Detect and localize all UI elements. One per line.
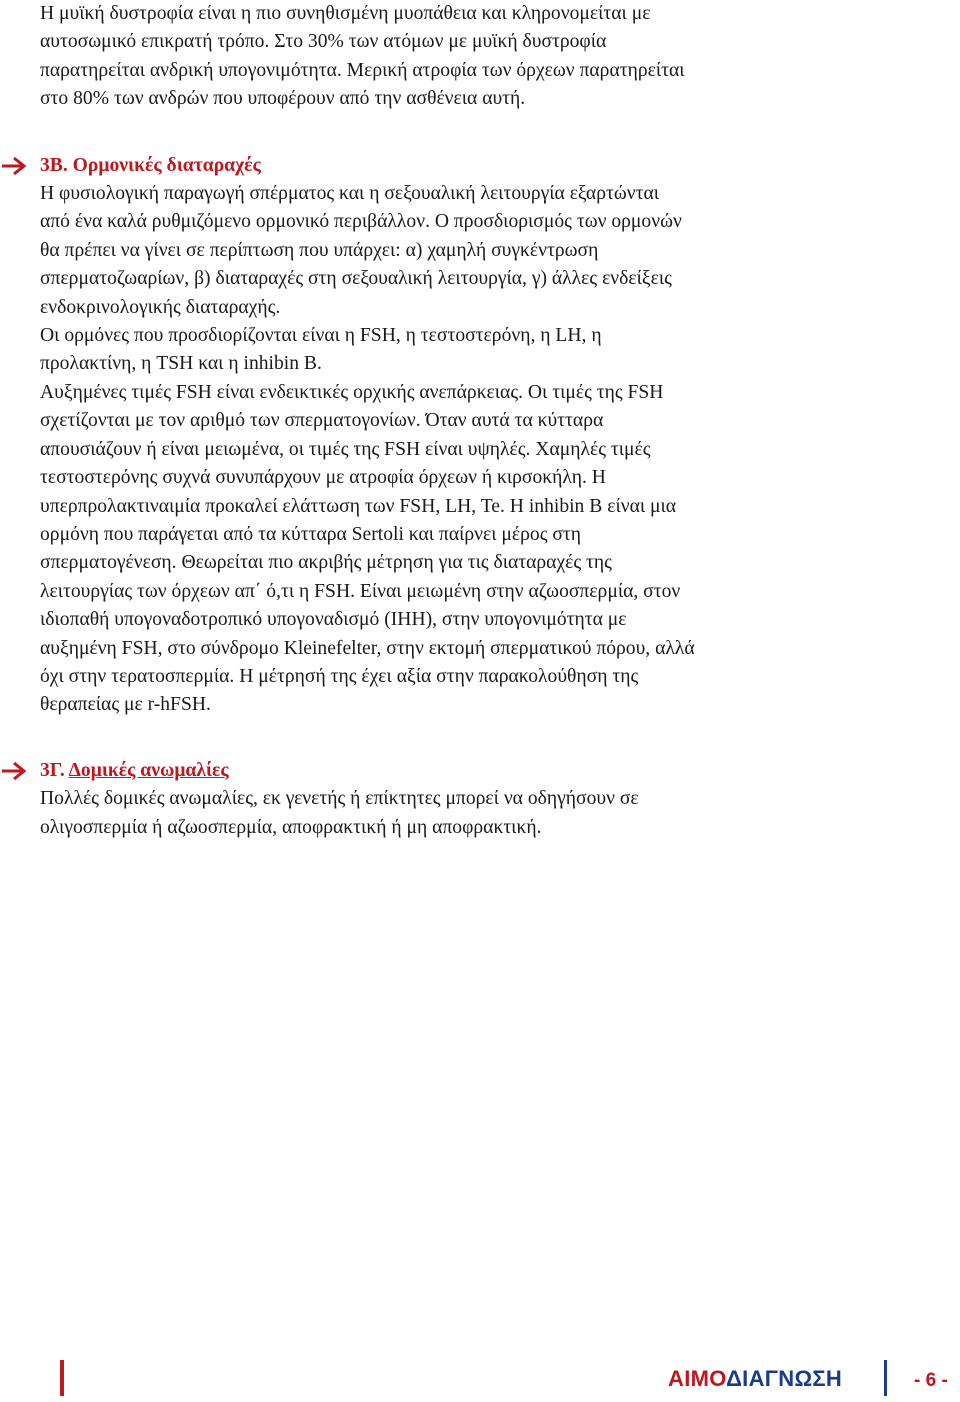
section-3b-paragraph-3: Αυξημένες τιμές FSH είναι ενδεικτικές ορχικής ανεπάρκειας. Οι τιμές της FSH σχετίζονται με τον αριθμό των σπερματογονίων. Όταν αυτά τα κύτταρα απουσιάζουν ή είναι μειωμένα, οι τιμές της FSH είναι υψηλές. Χαμηλές τιμές τεστοστερόνης συχνά συνυπάρχουν με ατροφία όρχεων ή κιρσοκήλη. Η υπερπρολακτιναιμία προκαλεί ελάττωση των FSH, LH, Te. Η inhibin B είναι μια ορμόνη που παράγεται από τα κύτταρα Sertoli και παίρνει μέρος στη σπερματογένεση. Θεωρείται πιο ακριβής μέτρηση για τις διαταραχές της λειτουργίας των όρχεων απ΄ ό,τι η FSH. Είναι μειωμένη στην αζωοσπερμία, στον ιδιοπαθή υπογοναδοτροπικό υπογοναδισμό (IHH), στην υπογονιμότητα με αυξημένη FSH, στο σύνδρομο Kleinefelter, στην εκτομή σπερματικού πόρου, αλλά όχι στην τερατοσπερμία. Η μέτρησή της έχει αξία στην παρακολούθηση της θεραπείας με r-hFSH. [40, 381, 695, 716]
intro-paragraph: Η μυϊκή δυστροφία είναι η πιο συνηθισμένη μυοπάθεια και κληρονομείται με αυτοσωμικό επικρατή τρόπο. Στο 30% των ατόμων με μυϊκή δυστροφία παρατηρείται ανδρική υπογονιμότητα. Μερική ατροφία των όρχεων παρατηρείται στο 80% των ανδρών που υποφέρουν από την ασθένεια αυτή. [40, 3, 685, 110]
brand-logo [668, 1366, 842, 1392]
document-content [40, 0, 920, 842]
page-number: - 6 - [914, 1370, 948, 1391]
brand-part-1: ΑΙΜΟ [668, 1366, 727, 1391]
section-3c-paragraph-1: Πολλές δομικές ανωμαλίες, εκ γενετής ή επίκτητες μπορεί να οδηγήσουν σε ολιγοσπερμία ή αζωοσπερμία, αποφρακτική ή μη αποφρακτική. [40, 788, 639, 838]
section-3c-number: 3Γ. [40, 759, 65, 781]
footer-right-divider [884, 1360, 887, 1396]
section-3b-heading [40, 152, 920, 180]
right-arrow-icon [0, 758, 30, 784]
section-3c-title: Δομικές ανωμαλίες [68, 759, 229, 781]
footer-left-divider [60, 1360, 64, 1396]
section-3c-heading [40, 757, 920, 785]
section-3b-paragraph-1: Η φυσιολογική παραγωγή σπέρματος και η σεξουαλική λειτουργία εξαρτώνται από ένα καλά ρυθμιζόμενο ορμονικό περιβάλλον. Ο προσδιορισμός των ορμονών θα πρέπει να γίνει σε περίπτωση που υπάρχει: α) χαμηλή συγκέντρωση σπερματοζωαρίων, β) διαταραχές στη σεξουαλική λειτουργία, γ) άλλες ενδείξεις ενδοκρινολογικής διαταραχής. [40, 183, 682, 318]
section-3b-paragraph-2: Οι ορμόνες που προσδιορίζονται είναι η FSH, η τεστοστερόνη, η LH, η προλακτίνη, η TSH και η inhibin B. [40, 325, 602, 375]
section-3b-number: 3Β. [40, 154, 68, 176]
brand-part-2: ΔΙΑΓΝΩΣΗ [726, 1366, 843, 1391]
page-footer [0, 1356, 960, 1402]
right-arrow-icon [0, 153, 30, 179]
section-3b-title: Ορμονικές διαταραχές [72, 154, 261, 176]
